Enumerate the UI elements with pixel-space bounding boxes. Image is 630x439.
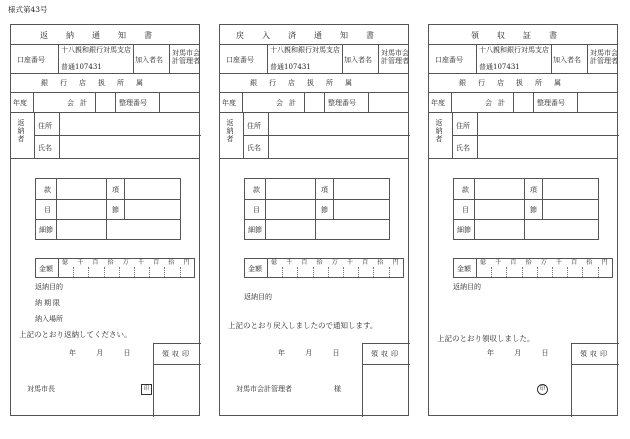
bank-branch-label: 銀行店扱所属 [459, 79, 573, 87]
digit-separator [389, 267, 390, 277]
digit-separator [522, 267, 523, 277]
digit-label: 拾 [377, 259, 384, 266]
digit-separator [313, 267, 314, 277]
subscriber-name: 対馬市会計管理者 [590, 49, 618, 66]
divider [267, 259, 268, 277]
digit-label: 千 [556, 259, 563, 266]
divider [242, 92, 243, 112]
year-label: 年度 [431, 99, 445, 107]
subscriber-name: 対馬市会計管理者 [172, 49, 200, 66]
divider [169, 44, 170, 73]
digit-separator [491, 267, 492, 277]
account-title: 会計 [276, 99, 302, 107]
year-label: 年度 [222, 99, 236, 107]
divider [265, 179, 266, 239]
divider [363, 364, 410, 365]
account-label: 口座番号 [435, 56, 463, 64]
kan-label: 款 [462, 186, 469, 194]
moku-label: 目 [253, 206, 260, 214]
divider [513, 92, 514, 112]
reference-number-label: 整理番号 [119, 99, 147, 107]
divider [429, 73, 617, 74]
divider [524, 179, 525, 239]
receipt-stamp-label: 領収印 [371, 350, 401, 358]
digit-label: 百 [153, 259, 160, 266]
name-label: 氏名 [456, 144, 470, 152]
address-label: 住所 [456, 122, 470, 130]
reference-number-label: 整理番号 [328, 99, 356, 107]
account-title: 会計 [67, 99, 93, 107]
digit-label: 万 [122, 259, 129, 266]
digit-label: 億 [271, 259, 278, 266]
account-label: 口座番号 [17, 56, 45, 64]
panel-title: 戻入済通知書 [236, 31, 392, 40]
divider [36, 199, 180, 200]
digit-separator [328, 267, 329, 277]
notice-panel-2 [219, 24, 409, 416]
receipt-stamp-label: 領収印 [580, 350, 610, 358]
account-label: 口座番号 [226, 56, 254, 64]
bank-name: 十八親和銀行対馬支店 [61, 46, 131, 54]
receipt-stamp-box [571, 343, 619, 417]
digit-label: 百 [510, 259, 517, 266]
issuer-name: 対馬市長 [27, 385, 55, 393]
budget-table [35, 178, 181, 240]
digit-label: 千 [138, 259, 145, 266]
divider [95, 92, 96, 112]
divider [324, 92, 325, 112]
digit-label: 円 [392, 259, 399, 266]
divider [474, 179, 475, 239]
kan-label: 款 [253, 186, 260, 194]
divider [133, 44, 134, 73]
divider [429, 92, 617, 93]
divider [476, 44, 477, 73]
name-label: 氏名 [38, 144, 52, 152]
digit-separator [537, 267, 538, 277]
digit-label: 拾 [525, 259, 532, 266]
divider [11, 92, 199, 93]
divider [533, 92, 534, 112]
digit-label: 拾 [168, 259, 175, 266]
divider [11, 44, 199, 45]
account-title: 会計 [485, 99, 511, 107]
divider [115, 92, 116, 112]
divider [342, 44, 343, 73]
kou-label: 項 [112, 186, 119, 194]
deadline-label: 納期限 [35, 299, 62, 307]
honorific: 様 [334, 385, 341, 393]
amount-label: 金額 [248, 265, 262, 273]
date-label: 年 月 日 [69, 349, 131, 357]
saisetsu-label: 細節 [39, 226, 53, 234]
digit-label: 百 [301, 259, 308, 266]
divider [304, 92, 305, 112]
moku-label: 目 [44, 206, 51, 214]
form-number: 様式第43号 [8, 5, 48, 14]
digit-separator [73, 267, 74, 277]
saisetsu-label: 細節 [457, 226, 471, 234]
notice-text: 上記のとおり戻入しましたので通知します。 [228, 321, 378, 330]
setsu-label: 節 [321, 206, 328, 214]
panel-title: 領収証書 [471, 31, 575, 40]
address-label: 住所 [38, 122, 52, 130]
bank-branch-label: 銀行店扱所属 [250, 79, 364, 87]
purpose-label: 返納目的 [453, 283, 481, 291]
receipt-stamp-box [153, 343, 201, 417]
divider [220, 92, 408, 93]
digit-separator [506, 267, 507, 277]
subscriber-label: 加入者名 [344, 56, 372, 64]
divider [106, 179, 107, 239]
amount-box [244, 258, 404, 278]
divider [220, 44, 408, 45]
divider [243, 135, 410, 136]
notice-text: 上記のとおり領収しました。 [437, 334, 535, 343]
notice-panel-1 [10, 24, 200, 416]
digit-separator [343, 267, 344, 277]
divider [220, 73, 408, 74]
digit-separator [88, 267, 89, 277]
divider [572, 364, 619, 365]
digit-separator [358, 267, 359, 277]
digit-separator [134, 267, 135, 277]
panel-title: 返納通知書 [40, 31, 170, 40]
divider [220, 158, 408, 159]
digit-label: 拾 [107, 259, 114, 266]
divider [159, 92, 160, 112]
returner-label: 返納者 [226, 119, 234, 144]
saisetsu-label: 細節 [248, 226, 262, 234]
bank-branch-label: 銀行店扱所属 [41, 79, 155, 87]
divider [245, 199, 389, 200]
digit-label: 千 [286, 259, 293, 266]
digit-label: 百 [571, 259, 578, 266]
divider [58, 259, 59, 277]
digit-label: 億 [480, 259, 487, 266]
notice-panel-3 [428, 24, 618, 416]
divider [11, 112, 199, 113]
digit-label: 拾 [586, 259, 593, 266]
divider [429, 44, 617, 45]
address-label: 住所 [247, 122, 261, 130]
issuer-name: 対馬市会計管理者 [236, 385, 292, 393]
subscriber-label: 加入者名 [553, 56, 581, 64]
amount-label: 金額 [39, 265, 53, 273]
divider [11, 158, 199, 159]
setsu-label: 節 [112, 206, 119, 214]
digit-separator [282, 267, 283, 277]
kou-label: 項 [530, 186, 537, 194]
divider [33, 92, 34, 112]
purpose-label: 返納目的 [244, 293, 272, 301]
divider [368, 92, 369, 112]
place-label: 納入場所 [35, 315, 63, 323]
notice-text: 上記のとおり返納してください。 [19, 330, 132, 339]
receipt-stamp-label: 領収印 [162, 350, 192, 358]
amount-box [35, 258, 195, 278]
divider [220, 112, 408, 113]
digit-label: 千 [495, 259, 502, 266]
divider [429, 158, 617, 159]
seal-icon: 印 [141, 384, 152, 395]
moku-label: 目 [462, 206, 469, 214]
divider [58, 44, 59, 73]
divider [577, 92, 578, 112]
purpose-label: 返納目的 [35, 283, 63, 291]
digit-separator [119, 267, 120, 277]
budget-table [244, 178, 390, 240]
divider [245, 219, 389, 220]
digit-label: 億 [62, 259, 69, 266]
digit-separator [297, 267, 298, 277]
subscriber-name: 対馬市会計管理者 [381, 49, 409, 66]
divider [476, 259, 477, 277]
seal-icon: 印 [537, 384, 548, 395]
divider [429, 112, 617, 113]
account-number: 普通107431 [61, 63, 102, 71]
digit-separator [149, 267, 150, 277]
digit-label: 拾 [316, 259, 323, 266]
divider [267, 44, 268, 73]
divider [454, 199, 598, 200]
divider [551, 44, 552, 73]
budget-table [453, 178, 599, 240]
divider [56, 179, 57, 239]
bank-name: 十八親和銀行対馬支店 [270, 46, 340, 54]
kan-label: 款 [44, 186, 51, 194]
digit-separator [164, 267, 165, 277]
amount-box [453, 258, 613, 278]
divider [34, 135, 201, 136]
digit-separator [582, 267, 583, 277]
divider [454, 219, 598, 220]
kou-label: 項 [321, 186, 328, 194]
divider [11, 73, 199, 74]
digit-separator [598, 267, 599, 277]
setsu-label: 節 [530, 206, 537, 214]
divider [154, 364, 201, 365]
digit-label: 千 [347, 259, 354, 266]
subscriber-label: 加入者名 [135, 56, 163, 64]
returner-label: 返納者 [17, 119, 25, 144]
digit-label: 円 [183, 259, 190, 266]
digit-label: 百 [92, 259, 99, 266]
divider [315, 179, 316, 239]
digit-separator [552, 267, 553, 277]
date-label: 年 月 日 [278, 349, 340, 357]
divider [36, 219, 180, 220]
digit-label: 百 [362, 259, 369, 266]
amount-label: 金額 [457, 265, 471, 273]
date-label: 年 月 日 [487, 349, 549, 357]
digit-separator [567, 267, 568, 277]
receipt-stamp-box [362, 343, 410, 417]
divider [378, 44, 379, 73]
divider [451, 92, 452, 112]
name-label: 氏名 [247, 144, 261, 152]
year-label: 年度 [13, 99, 27, 107]
returner-label: 返納者 [435, 119, 443, 144]
reference-number-label: 整理番号 [537, 99, 565, 107]
digit-label: 万 [540, 259, 547, 266]
digit-label: 千 [77, 259, 84, 266]
divider [587, 44, 588, 73]
account-number: 普通107431 [479, 63, 520, 71]
divider [452, 135, 619, 136]
bank-name: 十八親和銀行対馬支店 [479, 46, 549, 54]
digit-label: 万 [331, 259, 338, 266]
digit-separator [180, 267, 181, 277]
digit-label: 円 [601, 259, 608, 266]
digit-separator [104, 267, 105, 277]
account-number: 普通107431 [270, 63, 311, 71]
digit-separator [373, 267, 374, 277]
